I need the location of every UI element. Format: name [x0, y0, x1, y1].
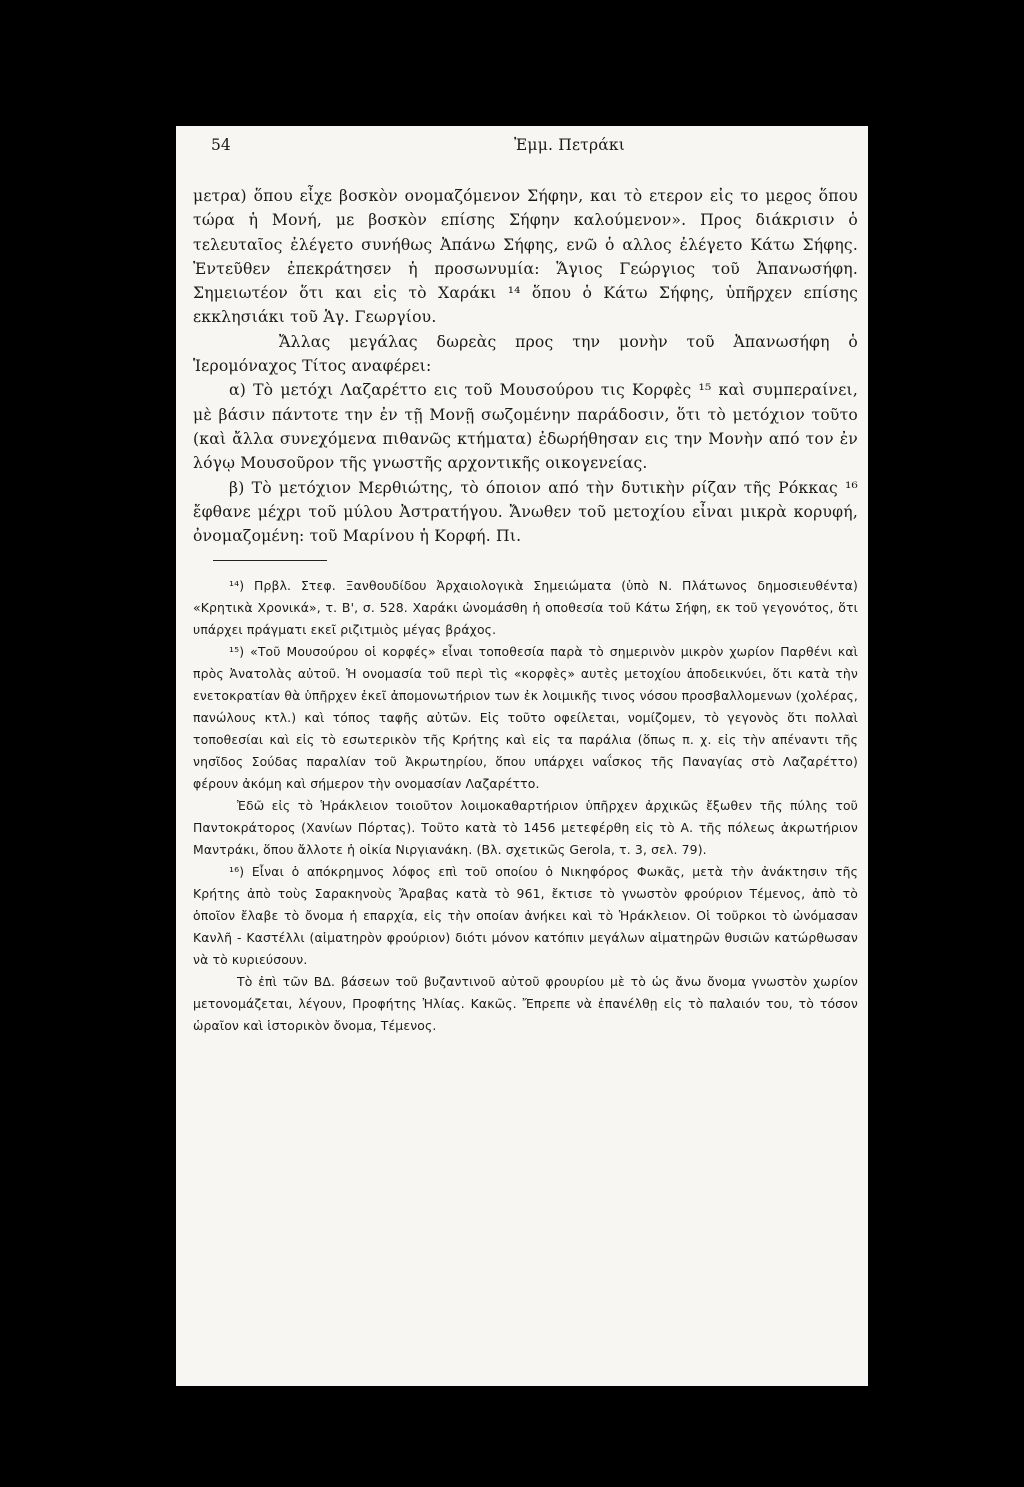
footnote-16: ¹⁶) Εἶναι ὁ απόκρημνος λόφος επὶ τοῦ οποίου ὁ Νικηφόρος Φωκᾶς, μετὰ τὴν ἀνάκτησιν τῆς Κρήτης ἀπὸ τοὺς Σαρακηνοὺς Ἄραβας κατὰ τὸ 961, ἔκτισε τὸ γνωστὸν φρούριον Τέμενος, ἀπὸ τὸ ὁποῖον ἔλαβε τὸ ὄνομα ἡ επαρχία, εἰς τὴν οποίαν ἀνήκει καὶ τὸ Ἡράκλειον. Οἱ τοῦρκοι τὸ ὠνόμασαν Κανλῆ - Καστέλλι (αἱματηρὸν φρούριον) διότι μόνον κατόπιν μεγάλων αἱματηρῶν θυσιῶν κατώρθωσαν νὰ τὸ κυριεύσουν. [193, 864, 858, 968]
footnote-16-continued: Τὸ ἐπὶ τῶν ΒΔ. βάσεων τοῦ βυζαντινοῦ αὐτοῦ φρουρίου μὲ τὸ ὡς ἄνω ὄνομα γνωστὸν χωρίον μετονομάζεται, λέγουν, Προφήτης Ἠλίας. Κακῶς. Ἔπρεπε νὰ ἐπανέλθῃ εἰς τὸ παλαιόν του, τὸ τόσον ὡραῖον καὶ ἱστορικὸν ὄνομα, Τέμενος. [193, 974, 858, 1034]
footnotes [193, 575, 858, 1037]
paragraph: Ἄλλας μεγάλας δωρεὰς προς την μονὴν τοῦ Ἀπανωσήφη ὁ Ἱερομόναχος Τίτος αναφέρει: [193, 332, 858, 376]
page-number: 54 [211, 136, 231, 154]
running-title: Ἐμμ. Πετράκι [514, 136, 626, 154]
main-text [193, 184, 858, 548]
paragraph: μετρα) ὅπου εἶχε βοσκὸν ονομαζόμενον Σήφην, και τὸ ετερον εἰς το μεϱος ὅπου τώρα ἡ Μονή, με βοσκὸν επίσης Σήφην καλούμενον». Προς διάκρισιν ὁ τελευταῖος ἐλέγετο συνήθως Ἀπάνω Σήφης, ενῶ ὁ αλλος ἐλέγετο Κάτω Σήφης. Ἐντεῦθεν ἐπεκράτησεν ἡ προσωνυμία: Ἅγιος Γεώργιος τοῦ Ἀπανωσήφη. Σημειωτέον ὅτι και εἰς τὸ Χαράκι ¹⁴ ὅπου ὁ Κάτω Σήφης, ὑπῆρχεν επίσης εκκλησιάκι τοῦ Ἁγ. Γεωργίου. [193, 187, 858, 327]
footnote-divider [213, 560, 327, 561]
list-item-beta: β) Τὸ μετόχιον Μερθιώτης, τὸ όποιον από τὴν δυτικὴν ρίζαν τῆς Ρόκκας ¹⁶ ἔφθανε μέχρι τοῦ μύλου Ἀστρατήγου. Ἄνωθεν τοῦ μετοχίου εἶναι μικρὰ κορυφή, ὀνομαζομένη: τοῦ Μαρίνου ἡ Κορφή. Πι. [193, 478, 858, 546]
footnote-14: ¹⁴) Πρβλ. Στεφ. Ξανθουδίδου Ἀρχαιολογικὰ Σημειώματα (ὑπὸ Ν. Πλάτωνος δημοσιευθέντα) «Κρητικὰ Χρονικά», τ. Β', σ. 528. Χαράκι ὠνομάσθη ἡ οποθεσία τοῦ Κάτω Σήφη, εκ τοῦ γεγονότος, ὅτι υπάρχει πράγματι εκεῖ ριζιτμιὸς μέγας βράχος. [193, 578, 858, 638]
list-item-alpha: α) Τὸ μετόχι Λαζαρέττο εις τοῦ Μουσούρου τις Κορφὲς ¹⁵ καὶ συμπεραίνει, μὲ βάσιν πάντοτε την ἐν τῇ Μονῇ σωζομένην παράδοσιν, ὅτι τὸ μετόχιον τοῦτο (καὶ ἄλλα συνεχόμενα πιθανῶς κτήματα) ἐδωρήθησαν εις την Μονὴν από τον ἐν λόγῳ Μουσοῦρον τῆς γνωστῆς αρχοντικῆς οικογενείας. [193, 381, 858, 473]
footnote-15: ¹⁵) «Τοῦ Μουσούρου οἱ κορφές» εἶναι τοποθεσία παρὰ τὸ σημερινὸν μικρὸν χωρίον Παρθένι καὶ πρὸς Ἀνατολὰς αὐτοῦ. Ἡ ονομασία τοῦ περὶ τὶς «κορφὲς» αυτὲς μετοχίου ἀποδεικνύει, ὅτι κατὰ τὴν ενετοκρατίαν θὰ ὑπῆρχεν ἐκεῖ ἀπομονωτήριον των ἐκ λοιμικῆς τινος νόσου προσβαλλομενων (χολέρας, πανώλους κτλ.) καὶ τόπος ταφῆς αὐτῶν. Εἰς τοῦτο οφείλεται, νομίζομεν, τὸ γεγονὸς ὅτι πολλαὶ τοποθεσίαι καὶ εἰς τὸ εσωτερικὸν τῆς Κρήτης καὶ εἰς τα παράλια (ὅπως π. χ. εἰς τὴν απέναντι τῆς νησῖδος Σούδας παραλίαν τοῦ Ἀκρωτηρίου, ὅπου υπάρχει ναΐσκος τῆς Παναγίας στὸ Λαζαρέττο) φέρουν ἀκόμη καὶ σήμερον τὴν ονομασίαν Λαζαρέττο. [193, 644, 858, 792]
page-header [193, 126, 858, 178]
document-page [176, 126, 868, 1386]
footnote-15-continued: Ἐδῶ εἰς τὸ Ἡράκλειον τοιοῦτον λοιμοκαθαρτήριον ὑπῆρχεν ἀρχικῶς ἔξωθεν τῆς πύλης τοῦ Παντοκράτορος (Χανίων Πόρτας). Τοῦτο κατὰ τὸ 1456 μετεφέρθη εἰς τὸ Α. τῆς πόλεως ἀκρωτήριον Μαντράκι, ὅπου ἄλλοτε ἡ οἰκία Νιργιανάκη. (Βλ. σχετικῶς Gerola, τ. 3, σελ. 79). [193, 798, 858, 858]
